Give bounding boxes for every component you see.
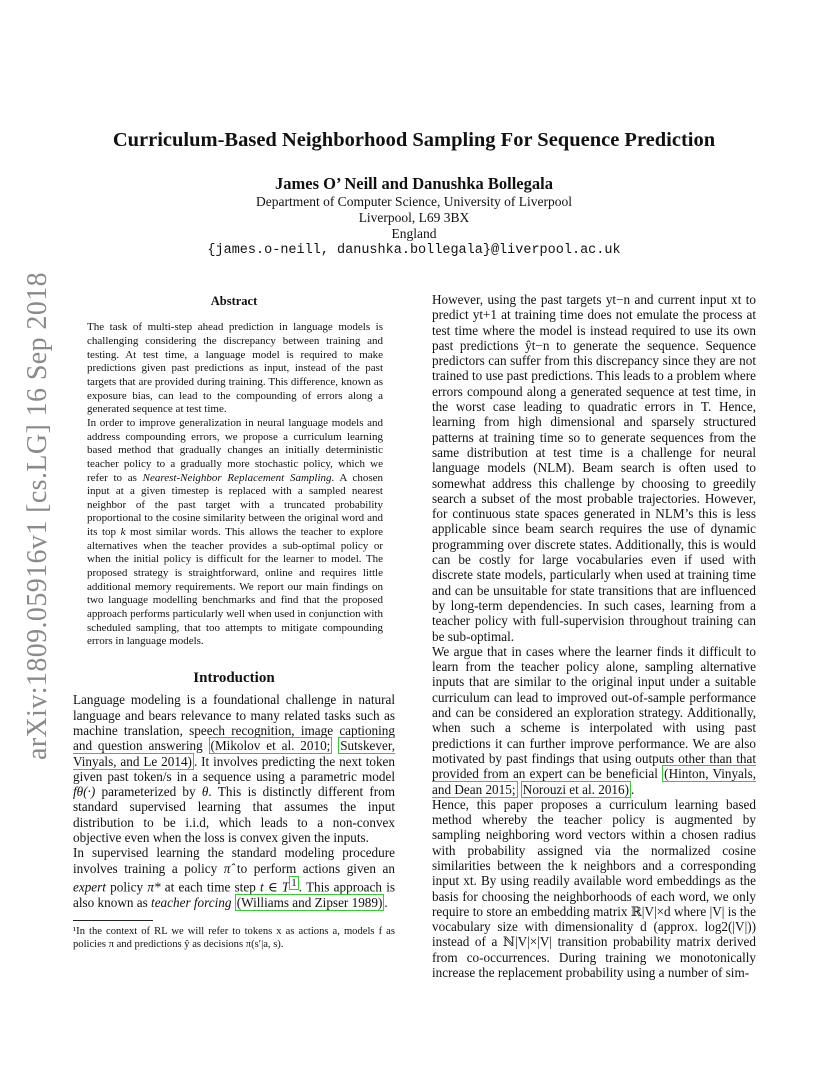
math-symbol: π̂ <box>223 860 231 876</box>
paper-header <box>0 126 828 259</box>
citation-link[interactable]: (Hinton, Vinyals, and Dean 2015; <box>432 766 756 797</box>
affiliation-country: England <box>391 225 437 241</box>
math-symbol: π* <box>147 879 161 895</box>
body-text: Language modeling is a foundational challenge in natural language and bears relevance to many related tasks such as machine translation, speech recognition, image captioning and question answering <box>73 692 395 754</box>
body-text: to perform actions given an <box>230 860 395 876</box>
body-paragraph: However, using the past targets yt−n and current input xt to predict yt+1 at training time does not emulate the process at test time where the model is instead required to use its own past predictions ŷt−n to generate the sequence. Sequence predictors can suffer from this discrepancy since they are not trained to use past predictions. This leads to a problem where errors compound along a generated sequence at test time, in the worst case leading to quadratic errors in T. Hence, learning from high dimensional and sparsely structured patterns at training time so to generate sequences from the same distribution at test time is a challenge for neural language models (NLM). Beam search is often used to somewhat address this challenge by choosing to greedily search a subset of the most probable trajectories. However, for continuous state spaces generated in NLM’s this is less applicable since beam search requires the use of dynamic programming over discrete states. Additionally, this is would can be costly for large vocabularies even if used with discrete state models, particularly when used at training time and can be unsuitable for state transitions that are influenced by long-term dependencies. In such cases, learning from a teacher policy with full-supervision throughout training can be sub-optimal. <box>432 292 756 644</box>
body-text: . <box>384 894 388 910</box>
introduction-paragraph <box>73 692 395 845</box>
body-paragraph <box>432 644 756 797</box>
abstract-body <box>73 321 395 649</box>
introduction-heading: Introduction <box>193 670 275 687</box>
body-text: We argue that in cases where the learner finds it difficult to learn from the teacher policy alone, sampling alternative inputs that are similar to the original input under a suitable curriculum can lead to improved out-of-sample performance and can be considered an exploration strategy. Additionally, when such a scheme is interpolated with using past predictions it can further improve performance. We are also motivated by past findings that using outputs other than that provided from an expert can be beneficial <box>432 643 756 782</box>
abstract-paragraph <box>87 417 383 649</box>
body-text: parameterized by <box>95 784 202 800</box>
affiliation-department: Department of Computer Science, University of Liverpool <box>255 194 573 209</box>
footnote-link[interactable]: 1 <box>291 876 297 889</box>
math-symbol: θ <box>201 784 209 800</box>
arxiv-identifier-stamp: arXiv:1809.05916v1 [cs.LG] 16 Sep 2018 <box>22 271 53 760</box>
paper-title: Curriculum-Based Neighborhood Sampling For Sequence Prediction <box>112 129 716 151</box>
emphasis-text: teacher forcing <box>151 894 232 910</box>
math-symbol: k <box>120 526 126 539</box>
body-text: . This is distinctly different from standard supervised learning that assumes the input distribution to be i.i.d, which leads to a non-convex objective even when the loss is convex given the inputs. <box>73 784 395 846</box>
body-text: at each time step <box>160 879 261 895</box>
citation-link[interactable]: Sutskever, Vinyals, and Le 2014) <box>73 738 395 769</box>
math-symbol: fθ(·) <box>73 784 96 800</box>
footnote-divider <box>73 920 153 921</box>
body-paragraph: Hence, this paper proposes a curriculum learning based method whereby the teacher policy is augmented by sampling neighboring word vectors within a chosen radius with probability assigned via the normalized cosine similarities between the k neighbors and a corresponding input xt. By using readily available word embeddings as the basis for choosing the neighborhoods of each word, we only require to store an embedding matrix ℝ|V|×d where |V| is the vocabulary size with dimensionality d (approx. log2(|V|)) instead of a ℕ|V|×|V| transition probability matrix derived from co-occurrences. During training we monotonically increase the replacement probability using a number of sim- <box>432 796 756 981</box>
abstract-text: In order to improve generalization in neural language models and address compounding errors, we propose a curriculum learning based method that gradually changes an initially deterministic teacher policy to a gradually more stochastic policy, which we refer to as <box>87 416 383 484</box>
math-symbol: t ∈ T <box>260 879 290 895</box>
body-text: . <box>631 781 635 797</box>
abstract-heading: Abstract <box>210 294 258 308</box>
affiliation-city: Liverpool, L69 3BX <box>358 209 470 225</box>
body-text: . This approach is also known as <box>73 879 395 910</box>
left-column <box>73 292 395 951</box>
citation-link[interactable]: (Mikolov et al. 2010; <box>210 738 331 754</box>
body-text: In supervised learning the standard modeling procedure involves training a policy <box>73 845 395 876</box>
citation-link[interactable]: (Williams and Zipser 1989) <box>236 894 383 910</box>
emphasis-text: expert <box>73 879 106 895</box>
abstract-paragraph: The task of multi-step ahead prediction in language models is challenging considering the discrepancy between training and testing. At test time, a language model is required to make predictions given past predictions as input, instead of the past targets that are provided during training. This difference, known as exposure bias, can lead to the compounding of errors along a generated sequence at test time. <box>87 321 383 416</box>
right-column <box>432 292 756 980</box>
author-emails: {james.o-neill, danushka.bollegala}@liverpool.ac.uk <box>207 243 621 259</box>
abstract-text: most similar words. This allows the teacher to explore alternatives when the teacher provides a sub-optimal policy or when the initial policy is difficult for the learner to model. The proposed strategy is straightforward, online and requires little additional memory requirements. We report our main findings on two language modelling benchmarks and find that the proposed approach performs particularly well when used in conjunction with scheduled sampling, that too attempts to mitigate compounding errors in language models. <box>87 526 383 648</box>
author-names: James O’ Neill and Danushka Bollegala <box>275 174 553 193</box>
body-text: . It involves predicting the next token given past token/s in a sequence using a parametric model <box>73 753 395 784</box>
body-text: policy <box>105 879 148 895</box>
abstract-method-name: Nearest-Neighbor Replacement Sampling <box>142 471 332 484</box>
introduction-paragraph <box>73 845 395 910</box>
abstract-text: . A chosen input at a given timestep is replaced with a sampled nearest neighbor of the past target with a truncated probability proportional to the cosine similarity between the original word and its top <box>87 471 383 539</box>
citation-link[interactable]: Norouzi et al. 2016) <box>522 781 629 797</box>
footnote: ¹In the context of RL we will refer to tokens x as actions a, models f as policies π and predictions ŷ as decisions π(s′|a, s). <box>73 925 395 950</box>
